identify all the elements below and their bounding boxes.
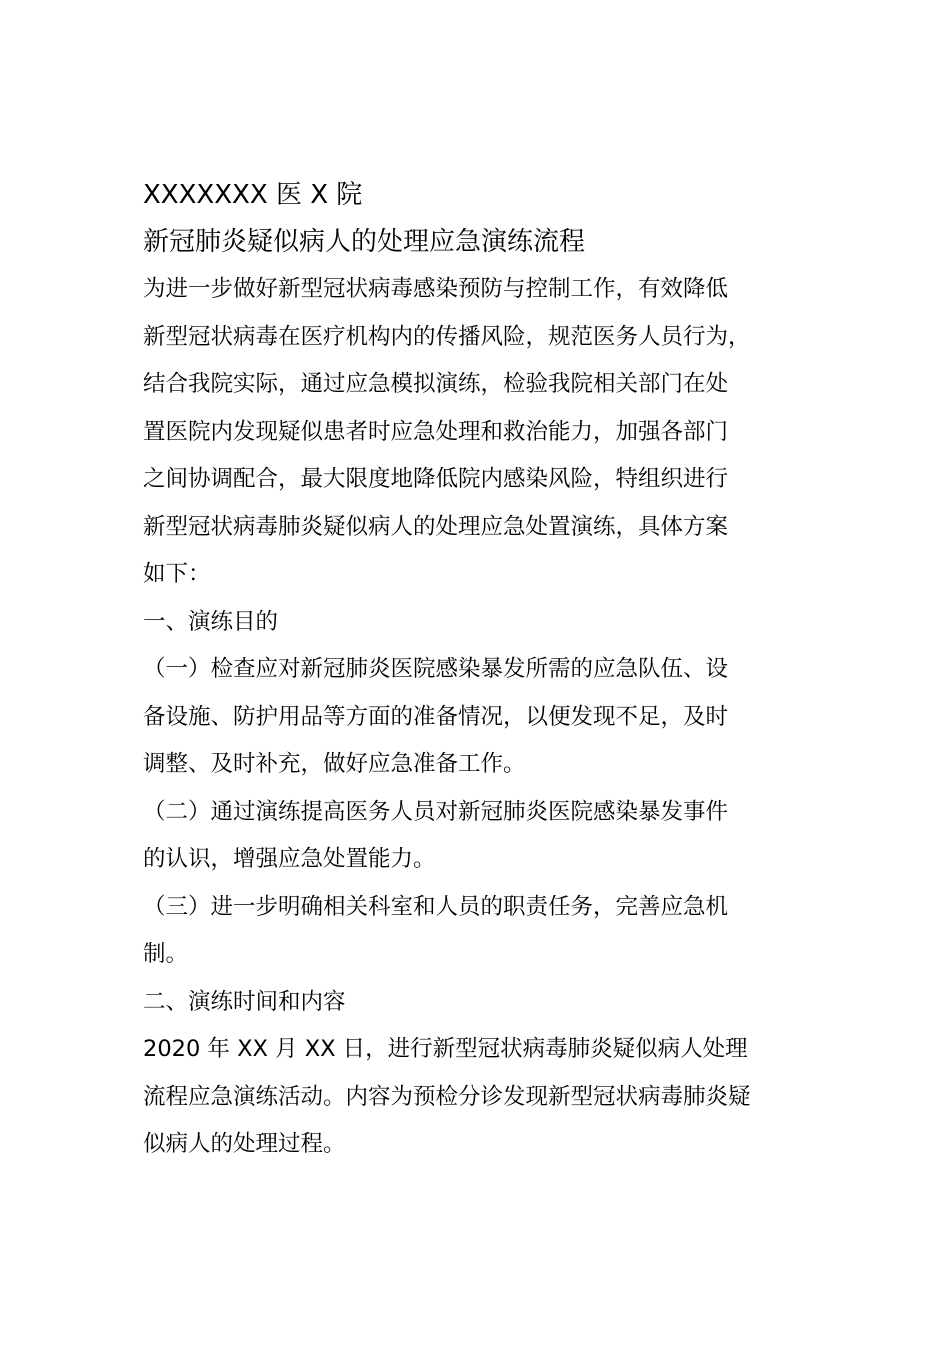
item2-line: （二）通过演练提高医务人员对新冠肺炎医院感染暴发事件 xyxy=(143,798,729,825)
intro-line: 新型冠状病毒肺炎疑似病人的处理应急处置演练，具体方案 xyxy=(143,513,729,540)
section1-heading: 一、演练目的 xyxy=(143,608,279,635)
document-page xyxy=(143,172,783,1169)
intro-line: 为进一步做好新型冠状病毒感染预防与控制工作，有效降低 xyxy=(143,276,729,302)
item1-line: 备设施、防护用品等方面的准备情况，以便发现不足，及时 xyxy=(143,703,729,730)
section2-line: 流程应急演练活动。内容为预检分诊发现新型冠状病毒肺炎疑 xyxy=(143,1083,751,1110)
section2-line: 似病人的处理过程。 xyxy=(143,1131,346,1157)
document-title: 新冠肺炎疑似病人的处理应急演练流程 xyxy=(143,227,586,257)
section2-line: 2020 年 XX 月 XX 日，进行新型冠状病毒肺炎疑似病人处理 xyxy=(143,1036,748,1062)
section1-item1 xyxy=(143,646,783,789)
section2-content xyxy=(143,1026,783,1169)
intro-line: 置医院内发现疑似患者时应急处理和救治能力，加强各部门 xyxy=(143,418,729,445)
item1-line: 调整、及时补充，做好应急准备工作。 xyxy=(143,751,526,777)
intro-line: 结合我院实际，通过应急模拟演练，检验我院相关部门在处 xyxy=(143,371,729,397)
item1-line: （一）检查应对新冠肺炎医院感染暴发所需的应急队伍、设 xyxy=(143,656,729,682)
hospital-name: XXXXXXX 医 X 院 xyxy=(143,180,363,210)
intro-line: 新型冠状病毒在医疗机构内的传播风险，规范医务人员行为， xyxy=(143,323,751,350)
section1-item2 xyxy=(143,789,783,884)
section2-heading: 二、演练时间和内容 xyxy=(143,988,346,1015)
intro-paragraph xyxy=(143,266,783,599)
item3-line: 制。 xyxy=(143,941,189,967)
item3-line: （三）进一步明确相关科室和人员的职责任务，完善应急机 xyxy=(143,893,729,920)
item2-line: 的认识，增强应急处置能力。 xyxy=(143,846,436,872)
intro-line: 如下： xyxy=(143,561,211,587)
section1-item3 xyxy=(143,884,783,979)
intro-line: 之间协调配合，最大限度地降低院内感染风险，特组织进行 xyxy=(143,466,729,492)
